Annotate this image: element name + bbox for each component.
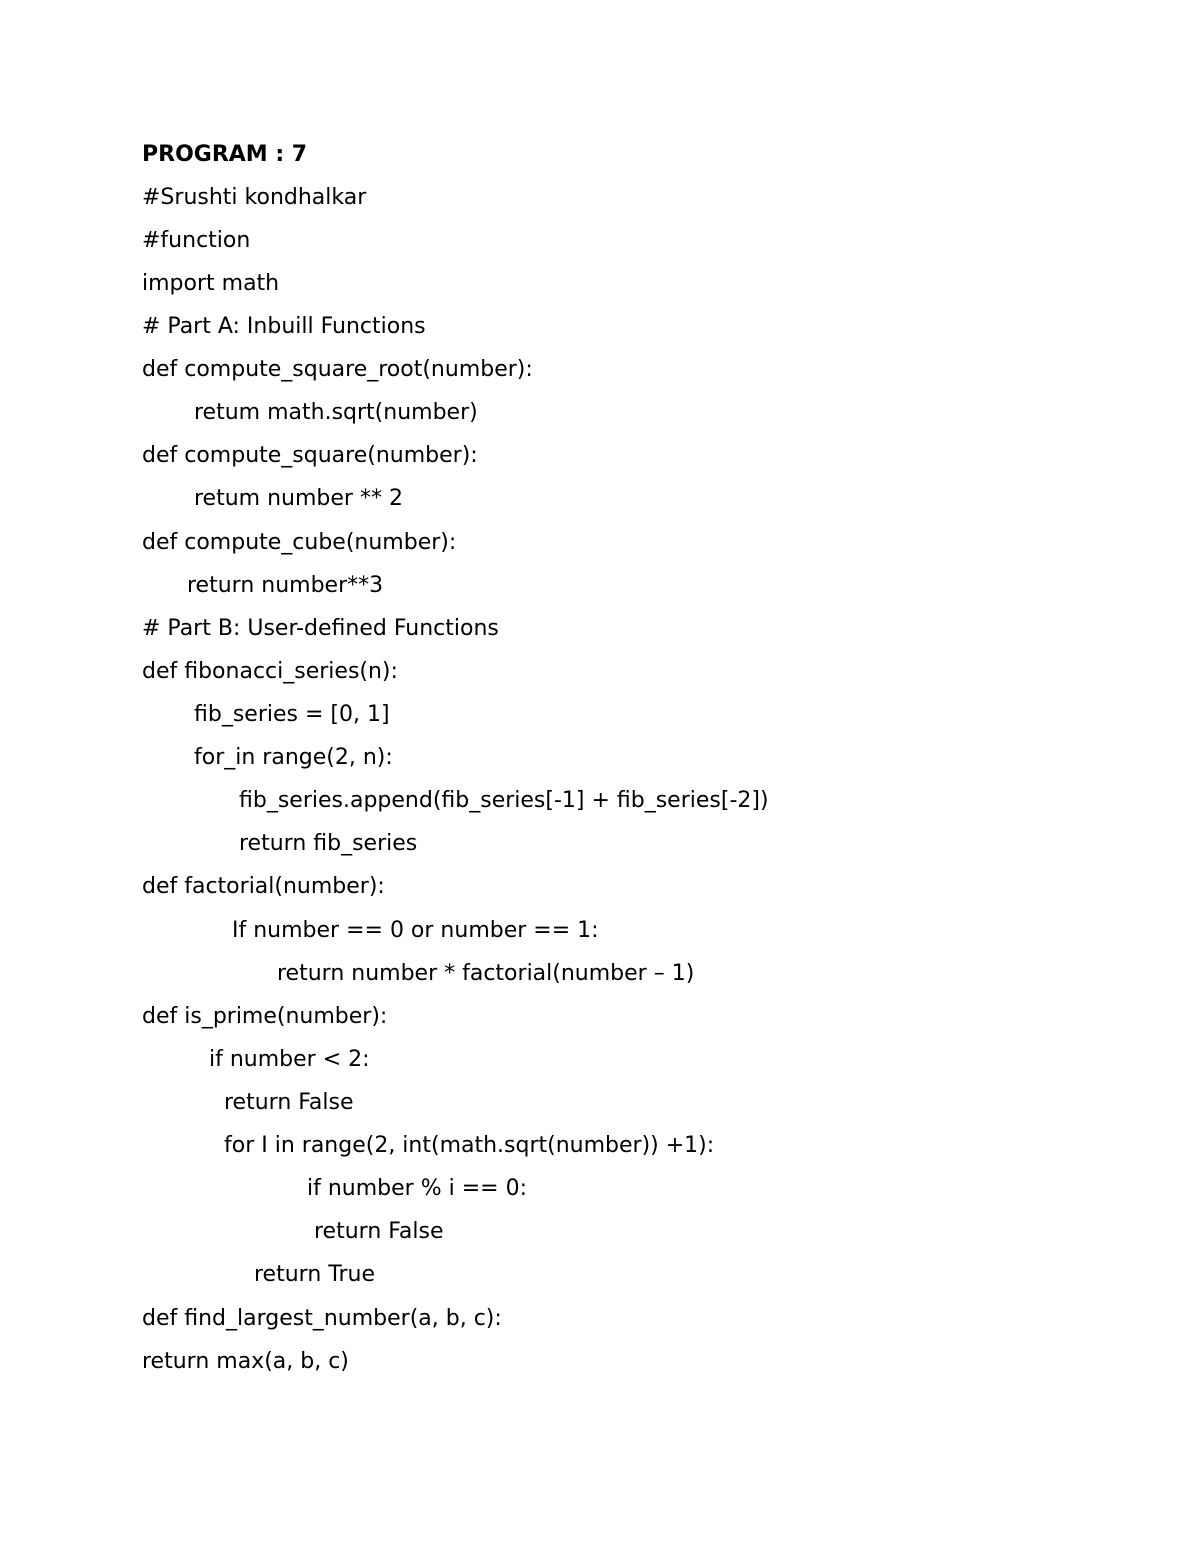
code-line: for_in range(2, n):: [194, 745, 393, 770]
code-line: def is_prime(number):: [142, 1004, 388, 1029]
code-line: return max(a, b, c): [142, 1349, 349, 1374]
code-line: def find_largest_number(a, b, c):: [142, 1306, 502, 1331]
code-line: def compute_square_root(number):: [142, 357, 533, 382]
code-line: return False: [314, 1219, 444, 1244]
code-line: return fib_series: [239, 831, 418, 856]
code-line: #Srushti kondhalkar: [142, 185, 367, 210]
code-line: fib_series = [0, 1]: [194, 702, 390, 727]
program-title: PROGRAM : 7: [142, 142, 308, 167]
code-line: If number == 0 or number == 1:: [232, 918, 599, 943]
code-line: def fibonacci_series(n):: [142, 659, 398, 684]
code-line: def factorial(number):: [142, 874, 385, 899]
code-line: return number * factorial(number – 1): [277, 961, 695, 986]
code-line: import math: [142, 271, 280, 296]
code-line: #function: [142, 228, 251, 253]
code-line: # Part B: User-defined Functions: [142, 616, 499, 641]
code-line: return False: [224, 1090, 354, 1115]
code-line: for I in range(2, int(math.sqrt(number)) +1):: [224, 1133, 715, 1158]
code-line: def compute_square(number):: [142, 443, 478, 468]
code-line: retum math.sqrt(number): [194, 400, 478, 425]
code-line: def compute_cube(number):: [142, 530, 457, 555]
code-line: if number < 2:: [209, 1047, 370, 1072]
code-line: if number % i == 0:: [307, 1176, 527, 1201]
code-line: return True: [254, 1262, 375, 1287]
code-line: retum number ** 2: [194, 486, 403, 511]
code-line: fib_series.append(fib_series[-1] + fib_series[-2]): [239, 788, 769, 813]
code-line: # Part A: Inbuill Functions: [142, 314, 426, 339]
code-line: return number**3: [187, 573, 384, 598]
